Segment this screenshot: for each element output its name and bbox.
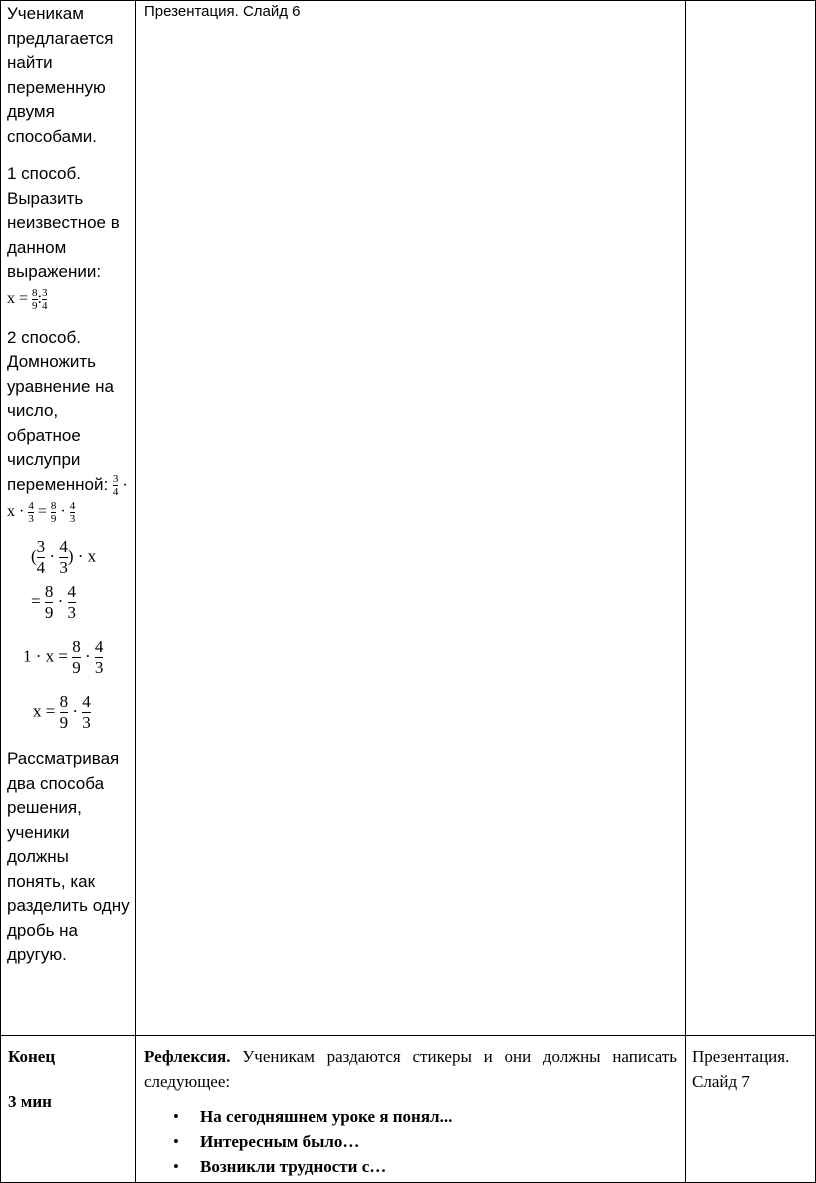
intro-text: Ученикам предлагается найти переменную двумя способами. (7, 4, 114, 146)
reflection-list (144, 1104, 677, 1179)
fraction: $\frac{8}{9}$ (44, 582, 54, 623)
method2-equation: x · $\frac{4}{3}$ = $\frac{8}{9}$ · $\frac{4}{3}$ (7, 500, 76, 526)
fraction: $\frac{4}{3}$ (67, 582, 77, 623)
table-column-divider-2 (685, 0, 686, 1183)
resource-text: Презентация. Слайд 7 (692, 1047, 790, 1091)
fraction: $\frac{4}{3}$ (69, 500, 76, 526)
fraction: $\frac{4}{3}$ (82, 692, 91, 733)
fraction: $\frac{3}{4}$ (112, 473, 119, 499)
conclusion-text: Рассматривая два способа решения, ученики должны понять, как разделить одну дробь на другую. (7, 749, 130, 965)
equation-step-1: ( $\frac{3}{4}$ · $\frac{4}{3}$ ) · x = $\frac{8}{9}$ · $\frac{4}{3}$ (31, 537, 97, 623)
fraction: $\frac{8}{9}$ (59, 692, 69, 733)
stage-label: Конец (8, 1047, 56, 1066)
stage-cell (8, 1044, 128, 1114)
method2-heading: 2 способ. (7, 327, 81, 347)
reflection-label: Рефлексия. (144, 1047, 231, 1066)
method2-text: Домножить уравнение на число, обратное числупри переменной: (7, 352, 114, 494)
stage-time: 3 мин (8, 1092, 52, 1111)
fraction: $\frac{4}{3}$ (94, 637, 104, 678)
table-border-left (0, 0, 1, 1183)
method1-formula: x = $\frac{8}{9}$ : $\frac{3}{4}$ (7, 286, 48, 312)
presentation-slide-6: Презентация. Слайд 6 (144, 3, 301, 20)
equation-step-3: x = $\frac{8}{9}$ · $\frac{4}{3}$ (33, 692, 91, 733)
equation-step-2: 1 · x = $\frac{8}{9}$ · $\frac{4}{3}$ (23, 637, 104, 678)
fraction: $\frac{3}{4}$ (41, 286, 48, 312)
fraction: $\frac{4}{3}$ (59, 537, 68, 578)
method2-inline-formula: $\frac{3}{4}$ · (112, 473, 128, 499)
reflection-text: Ученикам раздаются стикеры и они должны написать следующее: (144, 1047, 677, 1091)
fraction: $\frac{3}{4}$ (36, 537, 46, 578)
table-column-divider-1 (135, 0, 136, 1183)
reflection-paragraph (144, 1044, 677, 1094)
method1-heading: 1 способ. (7, 164, 81, 183)
list-item: • На сегодняшнем уроке я понял... (200, 1104, 677, 1129)
table-border-top (0, 0, 816, 1)
fraction: $\frac{8}{9}$ (50, 500, 57, 526)
resource-cell (692, 1044, 810, 1094)
fraction: $\frac{4}{3}$ (28, 500, 34, 526)
method1-text: Выразить неизвестное в данном выражении: (7, 188, 120, 281)
fraction: $\frac{8}{9}$ (72, 637, 81, 678)
fraction: $\frac{8}{9}$ (32, 286, 38, 312)
activity-description-cell (7, 2, 131, 968)
table-row-divider (0, 1035, 816, 1036)
reflection-cell (144, 1044, 677, 1179)
list-item: • Интересным было… (200, 1129, 677, 1154)
list-item: • Возникли трудности с… (200, 1154, 677, 1179)
